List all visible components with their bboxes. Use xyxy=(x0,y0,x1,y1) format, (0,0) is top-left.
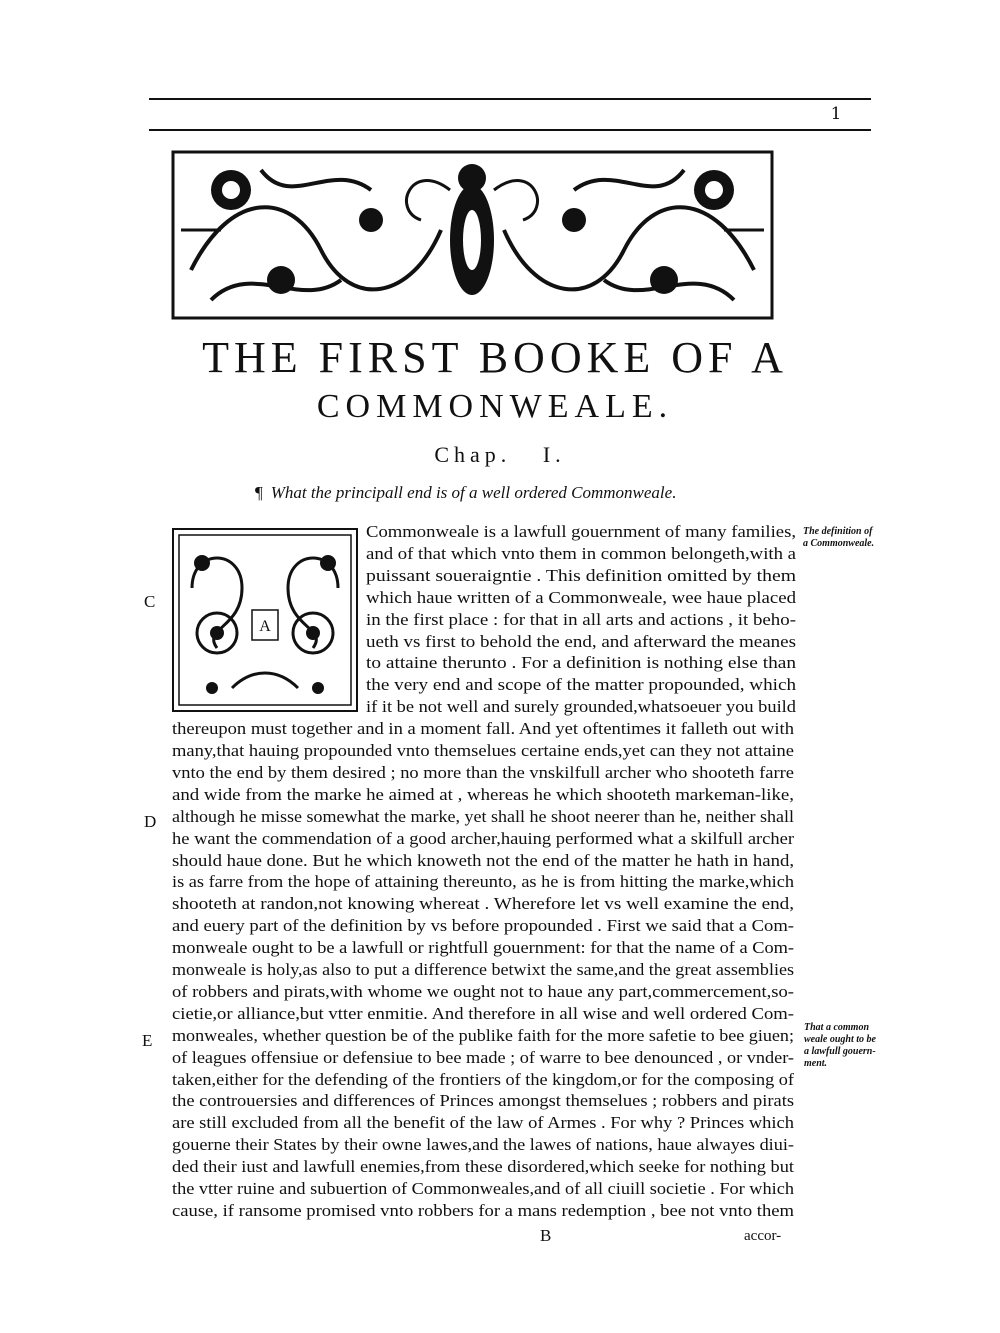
margin-note-line: weale ought to be xyxy=(804,1034,876,1045)
ornamental-headpiece xyxy=(171,150,774,320)
decorated-initial xyxy=(172,528,358,712)
text-line: many,that hauing propounded vnto themselues certaine ends,yet can they not attaine xyxy=(172,741,794,760)
text-line: cause, if ransome promised vnto robbers for a mans redemption , bee not vnto them xyxy=(172,1200,794,1220)
text-line: vnto the end by them desired ; no more than the vnskilfull archer who shooteth farre xyxy=(172,762,794,782)
margin-letter-c: C xyxy=(144,592,156,611)
margin-note-line: a lawfull gouern- xyxy=(804,1046,876,1057)
margin-note-line: ment. xyxy=(804,1058,828,1069)
margin-letter-e: E xyxy=(142,1031,153,1050)
text-line: puissant soueraigntie . This definition omitted by them xyxy=(366,565,796,585)
text-line: ueth vs first to behold the end, and afterward the meanes xyxy=(366,631,796,651)
margin-note-line: a Commonweale. xyxy=(803,538,875,549)
text-line: the controuersies and differences of Princes amongst themselues ; robbers and pirats xyxy=(172,1091,794,1111)
catchword: accor- xyxy=(744,1228,782,1244)
header-rule-top xyxy=(149,98,871,100)
chapter-subtitle xyxy=(255,483,725,503)
margin-note-line: That a common xyxy=(804,1022,870,1033)
text-line: to attaine therunto . For a definition is nothing else than xyxy=(366,653,796,673)
chapter-subtitle-text: What the principall end is of a well ordered Commonweale. xyxy=(270,483,677,502)
text-line: which haue written of a Commonweale, wee haue placed xyxy=(366,587,796,607)
text-line: monweales, whether question be of the publike faith for the more safetie to bee giuen; xyxy=(172,1025,794,1045)
text-line: monweale ought to be a lawfull or rightfull gouernment: for that the name of a Com- xyxy=(172,938,794,958)
paragraph-mark: ¶ xyxy=(255,483,263,502)
text-line: the very end and scope of the matter propounded, which xyxy=(366,675,796,695)
page-number: 1 xyxy=(830,104,842,124)
text-line: although he misse somewhat the marke, yet shall he shoot neerer than he, neither shall xyxy=(172,806,794,826)
chapter-numeral: I. xyxy=(542,442,566,467)
book-title-line-1: THE FIRST BOOKE OF A xyxy=(202,333,788,382)
chapter-heading xyxy=(0,442,1000,468)
text-line: and euery part of the definition by vs before propounded . First we said that a Com- xyxy=(172,916,794,936)
text-line: if it be not well and surely grounded,whatsoeuer you build xyxy=(366,697,796,717)
text-line: taken,either for the defending of the frontiers of the kingdom,or for the composing of xyxy=(172,1069,794,1089)
margin-letter-d: D xyxy=(144,812,157,831)
text-line: is as farre from the hope of attaining thereunto, as he is from hitting the marke,which xyxy=(172,872,794,892)
text-line: should haue done. But he which knoweth not the end of the matter he hath in hand, xyxy=(172,850,794,870)
book-title-line-2: COMMONWEALE. xyxy=(316,388,674,425)
margin-note-line: The definition of xyxy=(803,526,873,537)
chapter-label: Chap. xyxy=(434,442,512,467)
initial-letter: A xyxy=(259,618,271,635)
text-line: and of that which vnto them in common belongeth,with a xyxy=(366,543,796,563)
text-line: the vtter ruine and subuertion of Commonweales,and of all ciuill societie . For which xyxy=(172,1179,794,1198)
text-line: cietie,or alliance,but vtter enmitie. And therefore in all wise and well ordered Com- xyxy=(172,1003,794,1023)
margin-note-lawfull xyxy=(804,1022,876,1070)
text-line: and wide from the marke he aimed at , whereas he which shooteth markeman-like, xyxy=(172,784,794,804)
header-rule-bottom xyxy=(149,129,871,131)
text-line: monweale is holy,as also to put a difference betwixt the same,and the great assemblies xyxy=(172,960,794,979)
text-line: of leagues offensiue or defensiue to bee made ; of warre to bee denounced , or vnder- xyxy=(172,1047,794,1067)
text-line: ded their iust and lawfull enemies,from these disordered,which seeke for nothing but xyxy=(172,1157,794,1177)
text-line: of robbers and pirats,with whome we ought not to haue any part,commercement,so- xyxy=(172,981,794,1001)
text-line: he want the commendation of a good archer,hauing performed what a skilfull archer xyxy=(172,828,794,848)
signature-mark: B xyxy=(540,1226,552,1245)
text-line: in the first place : for that in all arts and actions , it beho- xyxy=(366,609,796,629)
text-line: thereupon must together and in a moment fall. And yet oftentimes it falleth out with xyxy=(172,719,795,739)
text-line: are still excluded from all the benefit of the law of Armes . For why ? Princes which xyxy=(172,1113,795,1133)
margin-note-definition xyxy=(803,526,874,550)
text-line: Commonweale is a lawfull gouernment of many families, xyxy=(366,522,796,541)
text-line: gouerne their States by their owne lawes,and the lawes of nations, haue alwayes diui- xyxy=(172,1135,795,1155)
text-line: shooteth at randon,not knowing whereat . Wherefore let vs well examine the end, xyxy=(172,894,794,914)
